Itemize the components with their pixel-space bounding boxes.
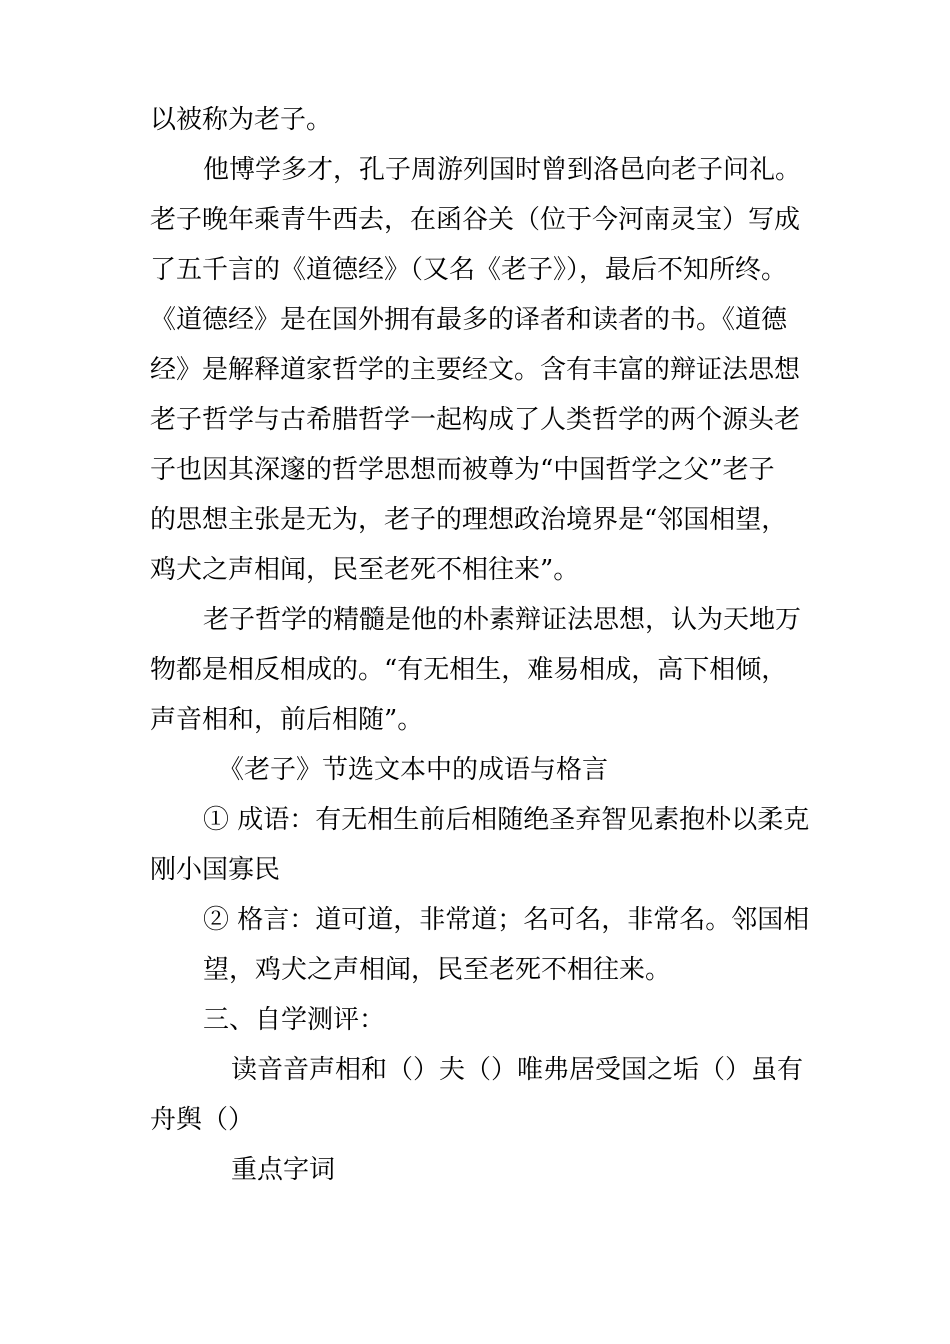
paragraph-line: 老子晚年乘青牛西去，在函谷关（位于今河南灵宝）写成 xyxy=(150,205,801,235)
paragraph-line: 了五千言的《道德经》（又名《老子》），最后不知所终。 xyxy=(150,255,788,285)
list-item-line: ① 成语：有无相生前后相随绝圣弃智见素抱朴以柔克 xyxy=(203,805,810,835)
subsection-heading: 重点字词 xyxy=(231,1155,336,1185)
paragraph-line: 老子哲学与古希腊哲学一起构成了人类哲学的两个源头老 xyxy=(150,405,801,435)
paragraph-line: 《道德经》是在国外拥有最多的译者和读者的书。《道德 xyxy=(150,305,788,335)
paragraph-line: 物都是相反相成的。“有无相生，难易相成，高下相倾， xyxy=(150,655,788,685)
list-item-line: ② 格言：道可道，非常道；名可名，非常名。邻国相 xyxy=(203,905,810,935)
exercise-line: 读音音声相和（）夫（）唯弗居受国之垢（）虽有 xyxy=(231,1055,804,1085)
paragraph-line: 子也因其深邃的哲学思想而被尊为“中国哲学之父”老子 xyxy=(150,455,775,485)
paragraph-line: 鸡犬之声相闻，民至老死不相往来”。 xyxy=(150,555,580,585)
paragraph-line: 他博学多才，孔子周游列国时曾到洛邑向老子问礼。 xyxy=(203,155,802,185)
paragraph-line: 老子哲学的精髓是他的朴素辩证法思想，认为天地万 xyxy=(203,605,802,635)
list-item-line: 望，鸡犬之声相闻，民至老死不相往来。 xyxy=(203,955,672,985)
section-heading: 《老子》节选文本中的成语与格言 xyxy=(218,755,609,785)
paragraph-line: 声音相和，前后相随”。 xyxy=(150,705,424,735)
section-heading: 三、自学测评： xyxy=(203,1005,386,1035)
paragraph-line: 以被称为老子。 xyxy=(150,105,333,135)
paragraph-line: 的思想主张是无为，老子的理想政治境界是“邻国相望， xyxy=(150,505,788,535)
paragraph-line: 经》是解释道家哲学的主要经文。含有丰富的辩证法思想 xyxy=(150,355,801,385)
list-item-line: 刚小国寡民 xyxy=(150,855,281,885)
exercise-line: 舟舆（） xyxy=(150,1105,255,1135)
